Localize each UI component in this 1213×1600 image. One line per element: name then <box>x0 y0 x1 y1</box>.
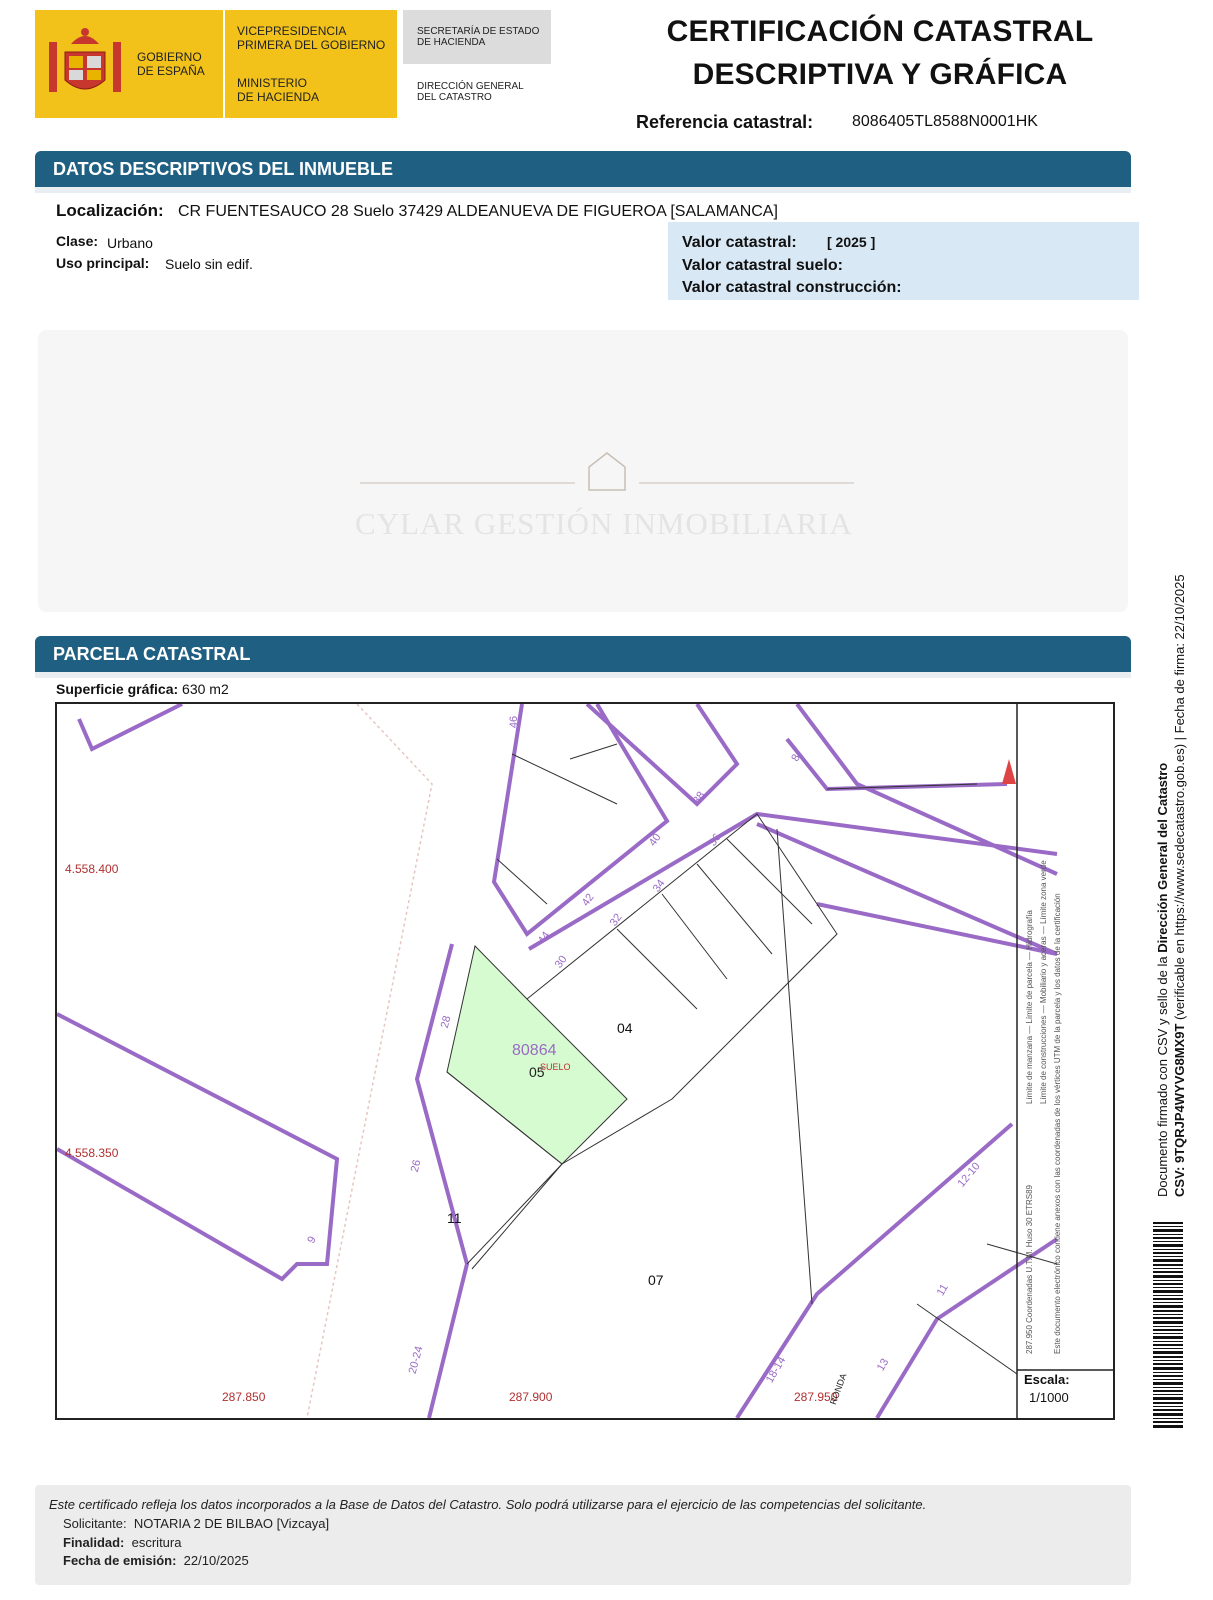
divider <box>223 10 225 118</box>
blank-panel <box>38 330 1128 612</box>
legend-line: 287.950 Coordenadas U.T.M. Huso 30 ETRS89 <box>1025 1185 1034 1354</box>
parcel-usage: SUELO <box>540 1062 571 1072</box>
csv-line1: Documento firmado con CSV y sello de la Dirección General del Catastro <box>1155 762 1170 1197</box>
localizacion-row <box>56 201 164 221</box>
valor-suelo-label: Valor catastral suelo: <box>682 257 843 274</box>
legend-line: Límite de manzana — Límite de parcela — Hidrografía <box>1025 910 1034 1104</box>
ministerio-label: MINISTERIO DE HACIENDA <box>237 76 320 104</box>
watermark-house-icon <box>38 330 1128 612</box>
watermark-text: CYLAR GESTIÓN INMOBILIARIA <box>355 506 853 541</box>
street-number: 12-10 <box>955 1160 983 1190</box>
ref-value: 8086405TL8588N0001HK <box>852 113 1038 130</box>
section-underline <box>35 672 1131 678</box>
coord-x3: 287.950 <box>794 1390 838 1404</box>
barcode-icon <box>1153 1222 1183 1430</box>
csv-line2: CSV: 9TQRJP4WYVG8MX9T (verificable en https://www.sedecatastro.gob.es) | Fecha de firma: 22/10/2025 <box>1172 574 1187 1197</box>
valor-year: [ 2025 ] <box>827 234 876 250</box>
street-number: 30 <box>552 953 570 971</box>
direccion-label: DIRECCIÓN GENERAL DEL CATASTRO <box>417 81 524 103</box>
subparcel-07: 07 <box>648 1272 664 1288</box>
coord-x1: 287.850 <box>222 1390 266 1404</box>
footer-panel <box>35 1485 1131 1585</box>
street-number: 40 <box>646 831 664 849</box>
escala-value: 1/1000 <box>1029 1390 1069 1405</box>
valor-construccion-label: Valor catastral construcción: <box>682 279 902 296</box>
street-number: 11 <box>934 1282 951 1298</box>
subparcel-11: 11 <box>447 1210 462 1226</box>
subparcel-05: 05 <box>529 1064 545 1080</box>
ref-label: Referencia catastral: <box>636 112 814 132</box>
superficie-value: 630 m2 <box>182 681 229 697</box>
street-number: 44 <box>535 929 553 947</box>
street-number: 46 <box>508 715 521 729</box>
uso-label: Uso principal: <box>56 255 150 271</box>
solicitante-row: Solicitante: NOTARIA 2 DE BILBAO [Vizcaya] <box>63 1516 330 1531</box>
section-underline <box>35 187 1131 193</box>
secretaria-box <box>403 10 551 64</box>
street-number: 13 <box>874 1356 892 1374</box>
street-name: RONDA <box>827 1372 849 1406</box>
localizacion-value: CR FUENTESAUCO 28 Suelo 37429 ALDEANUEVA DE FIGUEROA [SALAMANCA] <box>178 203 778 220</box>
fecha-row: Fecha de emisión: 22/10/2025 <box>63 1553 249 1568</box>
valor-label: Valor catastral: <box>682 234 797 251</box>
localizacion-label: Localización: <box>56 201 164 220</box>
title-line2: DESCRIPTIVA Y GRÁFICA <box>692 58 1068 91</box>
title-line1: CERTIFICACIÓN CATASTRAL <box>666 15 1094 48</box>
coord-y2: 4.558.350 <box>65 1146 119 1160</box>
street-number: 42 <box>579 891 597 909</box>
street-number: 9 <box>305 1234 319 1246</box>
superficie-row <box>56 681 229 697</box>
valor-catastral-box <box>668 222 1139 300</box>
section-descriptivos <box>35 151 1131 187</box>
cadastral-map <box>55 702 1115 1420</box>
coord-y1: 4.558.400 <box>65 862 119 876</box>
coat-of-arms-icon <box>47 24 123 106</box>
street-number: 34 <box>650 877 668 895</box>
secretaria-label: SECRETARÍA DE ESTADO DE HACIENDA <box>417 26 540 48</box>
subparcel-04: 04 <box>617 1020 633 1036</box>
street-number: 8 <box>789 752 803 764</box>
parcel-id: 80864 <box>512 1042 557 1059</box>
clase-value: Urbano <box>107 235 153 251</box>
finalidad-row: Finalidad: escritura <box>63 1535 182 1550</box>
coord-x2: 287.900 <box>509 1390 553 1404</box>
uso-value: Suelo sin edif. <box>165 256 253 272</box>
gobierno-label: GOBIERNO DE ESPAÑA <box>137 50 205 78</box>
street-number: 26 <box>408 1158 424 1174</box>
legend-line: Este documento electrónico contiene anexos con las coordenadas de los vértices UTM de la parcela y los datos de la certificación <box>1053 893 1062 1354</box>
street-number: 38 <box>690 789 708 807</box>
section-parcela <box>35 636 1131 672</box>
map-drawing <box>57 704 1113 1418</box>
street-number: 20-24 <box>406 1344 426 1376</box>
street-number: 36 <box>706 831 724 849</box>
street-number: 28 <box>438 1014 454 1030</box>
government-logo-block <box>35 10 397 118</box>
disclaimer: Este certificado refleja los datos incorporados a la Base de Datos del Catastro. Solo podrá utilizarse para el ejercicio de las competencias del solicitante. <box>49 1497 927 1512</box>
legend-line: Límite de construcciones — Mobiliario y aceras — Límite zona verde <box>1039 860 1048 1104</box>
street-number: 18-14 <box>763 1354 789 1386</box>
superficie-label: Superficie gráfica: <box>56 681 179 697</box>
escala-label: Escala: <box>1024 1372 1070 1387</box>
section-descriptivos-title: DATOS DESCRIPTIVOS DEL INMUEBLE <box>53 159 394 179</box>
street-number: 32 <box>607 911 625 929</box>
clase-label: Clase: <box>56 233 99 249</box>
vicepresidencia-label: VICEPRESIDENCIA PRIMERA DEL GOBIERNO <box>237 24 386 52</box>
section-parcela-title: PARCELA CATASTRAL <box>53 644 251 664</box>
